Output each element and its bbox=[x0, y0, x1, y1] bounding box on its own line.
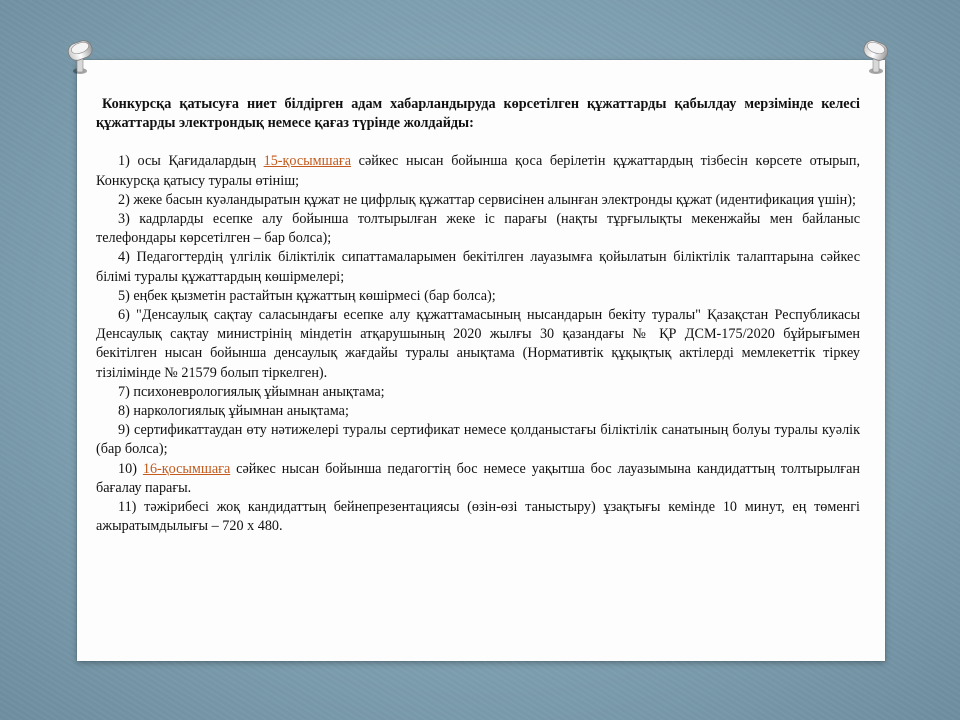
item-text: сәйкес нысан бойынша педагогтің бос немесе уақытша бос лауазымына кандидаттың толтырылған бағалау парағы. bbox=[96, 460, 860, 496]
list-item-8: 8) наркологиялық ұйымнан анықтама; bbox=[118, 403, 349, 420]
item-text: 10) bbox=[118, 460, 143, 477]
list-item-4: 4) Педагогтердің үлгілік біліктілік сипаттамаларымен бекітілген лауазымға қойылатын біліктілік талаптарына сәйкес білімі туралы құжаттардың көшірмелері; bbox=[96, 249, 860, 285]
slide-heading: Конкурсқа қатысуға ниет білдірген адам хабарландыруда көрсетілген құжаттарды қабылдау мерзімінде келесі құжаттарды электрондық немесе қағаз түрінде жолдайды: bbox=[96, 96, 860, 132]
list-item-3: 3) кадрларды есепке алу бойынша толтырылған жеке іс парағы (нақты тұрғылықты мекенжайы мен байланыс телефондары көрсетілген – бар болса); bbox=[96, 211, 860, 247]
list-item-7: 7) психоневрологиялық ұйымнан анықтама; bbox=[118, 383, 385, 400]
item-text: 1) осы Қағидалардың bbox=[118, 153, 264, 170]
list-item-2: 2) жеке басын куәландыратын құжат не цифрлық құжаттар сервисінен алынған электронды құжат (идентификация үшін); bbox=[118, 191, 856, 208]
list-item-10 bbox=[96, 460, 860, 498]
slide-content bbox=[96, 95, 860, 536]
push-pin-icon bbox=[859, 38, 893, 78]
appendix-15-link[interactable]: 15-қосымшаға bbox=[263, 153, 351, 170]
list-item-1 bbox=[96, 152, 860, 190]
list-item-5: 5) еңбек қызметін растайтын құжаттың көшірмесі (бар болса); bbox=[118, 287, 496, 304]
push-pin-icon bbox=[63, 38, 97, 78]
appendix-16-link[interactable]: 16-қосымшаға bbox=[142, 460, 231, 477]
item-text: сәйкес нысан бойынша қоса берілетін құжаттардың тізбесін көрсете отырып, Конкурсқа қатысу туралы өтініш; bbox=[96, 153, 860, 189]
list-item-9: 9) сертификаттаудан өту нәтижелері туралы сертификат немесе қолданыстағы біліктілік санатының болуы туралы куәлік (бар болса); bbox=[96, 422, 860, 458]
list-item-6: 6) "Денсаулық сақтау саласындағы есепке алу құжаттамасының нысандарын бекіту туралы" Қазақстан Республикасы Денсаулық сақтау министрінің міндетін атқарушының 2020 жылғы 30 қазандағы № ҚР ДСМ-175/2020 бұйрығымен бекітілген нысан бойынша денсаулық жағдайы туралы анықтама (Нормативтік құқықтық актілерді мемлекеттік тіркеу тізілімінде № 21579 болып тіркелген). bbox=[96, 307, 860, 381]
list-item-11: 11) тәжірибесі жоқ кандидаттың бейнепрезентациясы (өзін-өзі таныстыру) ұзақтығы кемінде 10 минут, ең төменгі ажыратымдылығы – 720 x 480. bbox=[96, 499, 860, 535]
